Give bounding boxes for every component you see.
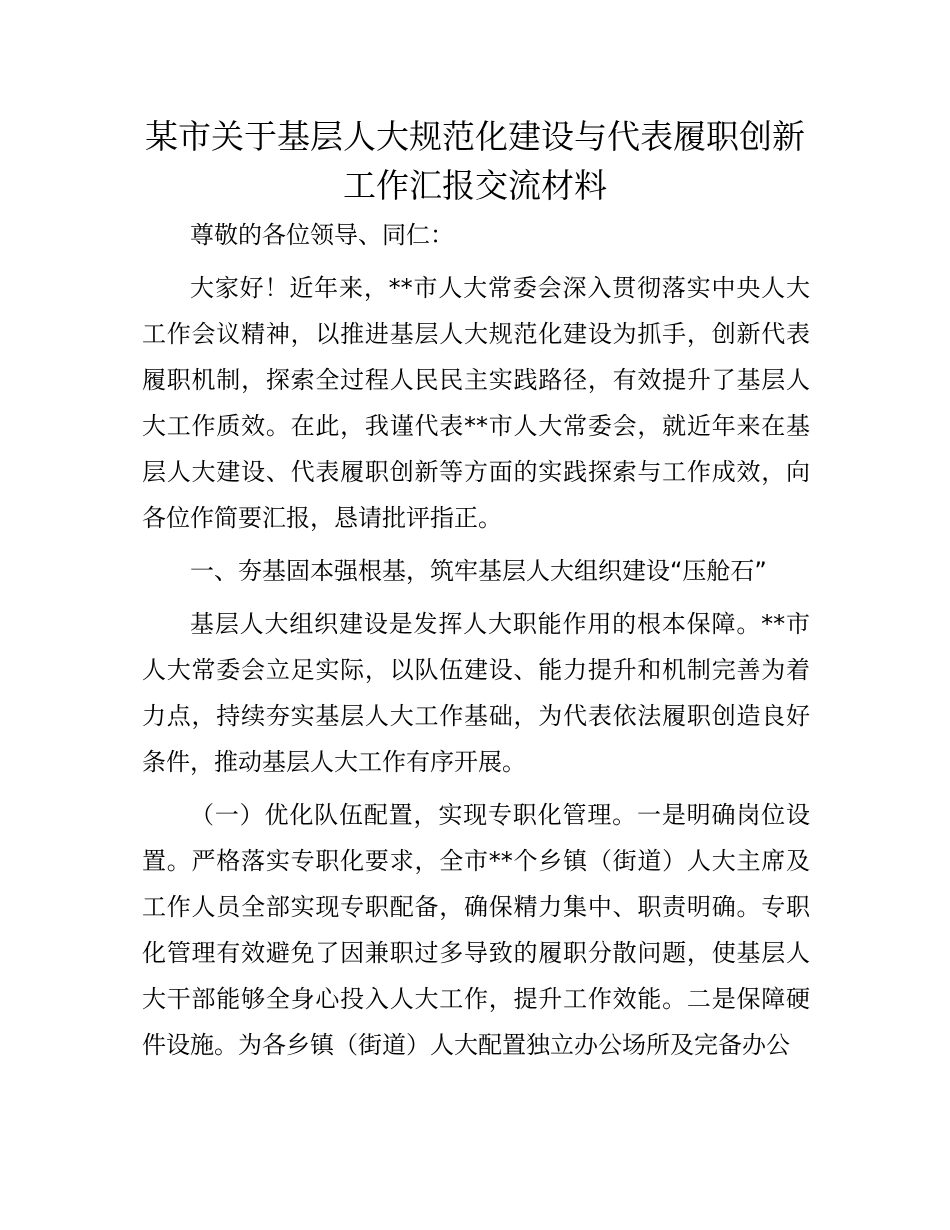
document-title-line1: 某市关于基层人大规范化建设与代表履职创新 [145, 117, 805, 156]
document-title [140, 112, 810, 210]
document-body [142, 212, 810, 1075]
intro-paragraph: 大家好！近年来，**市人大常委会深入贯彻落实中央人大工作会议精神，以推进基层人大规范化建设为抓手，创新代表履职机制，探索全过程人民民主实践路径，有效提升了基层人大工作质效。在此，我谨代表**市人大常委会，就近年来在基层人大建设、代表履职创新等方面的实践探索与工作成效，向各位作简要汇报，恳请批评指正。 [142, 274, 810, 532]
subsection-paragraph: （一）优化队伍配置，实现专职化管理。一是明确岗位设置。严格落实专职化要求，全市**个乡镇（街道）人大主席及工作人员全部实现专职配备，确保精力集中、职责明确。专职化管理有效避免了因兼职过多导致的履职分散问题，使基层人大干部能够全身心投入人大工作，提升工作效能。二是保障硬件设施。为各乡镇（街道）人大配置独立办公场所及完备办公 [142, 801, 810, 1059]
section-paragraph: 基层人大组织建设是发挥人大职能作用的根本保障。**市人大常委会立足实际，以队伍建设、能力提升和机制完善为着力点，持续夯实基层人大工作基础，为代表依法履职创造良好条件，推动基层人大工作有序开展。 [142, 610, 810, 776]
document-title-line2: 工作汇报交流材料 [343, 166, 607, 205]
section-heading: 一、夯基固本强根基，筑牢基层人大组织建设“压舱石” [190, 557, 767, 585]
salutation: 尊敬的各位领导、同仁： [190, 221, 454, 249]
